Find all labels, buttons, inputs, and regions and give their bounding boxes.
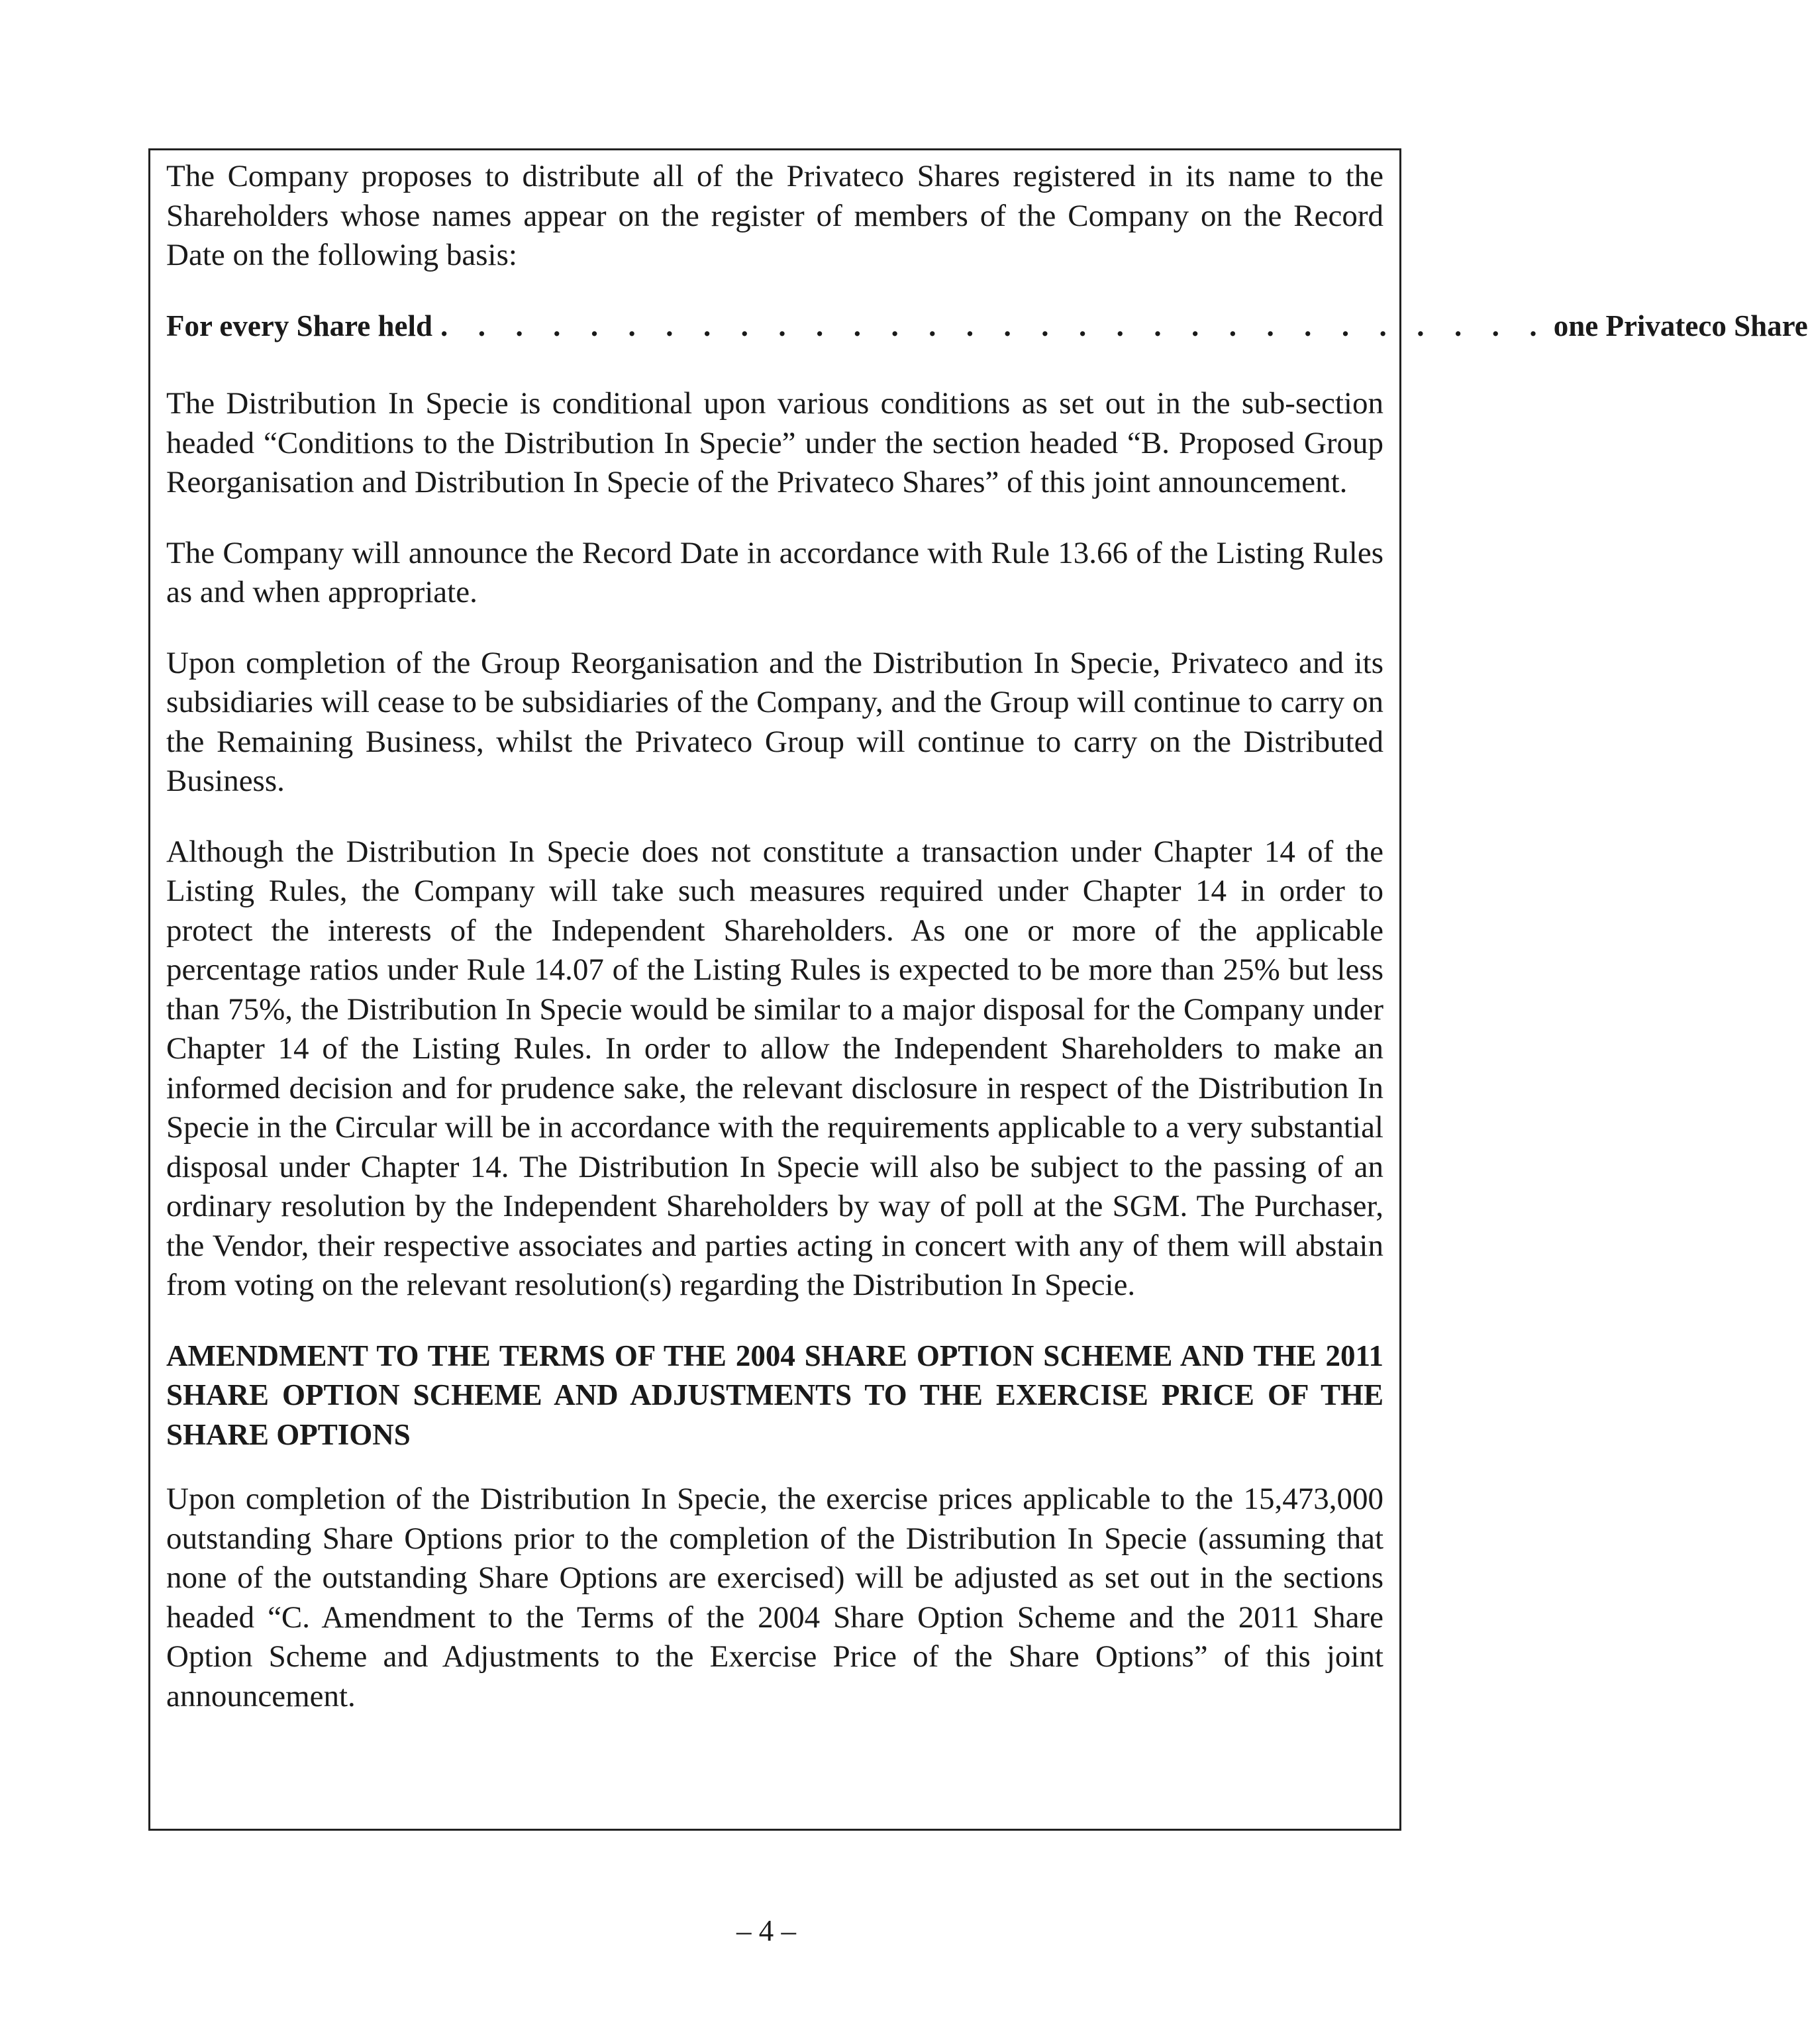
basis-dot-leader: . . . . . . . . . . . . . . . . . . . . . . . . . . . . . . (440, 309, 1548, 342)
boxed-summary (148, 148, 1808, 1831)
paragraph-listing-rules: Although the Distribution In Specie does not constitute a transaction under Chapter 14 of the Listing Rules, the Company will take such measures required under Chapter 14 in order to protect the interests of the Independent Shareholders. As one or more of the applicable percentage ratios under Rule 14.07 of the Listing Rules is expected to be more than 25% but less than 75%, the Distribution In Specie would be similar to a major disposal for the Company under Chapter 14 of the Listing Rules. In order to allow the Independent Shareholders to make an informed decision and for prudence sake, the relevant disclosure in respect of the Distribution In Specie in the Circular will be in accordance with the requirements applicable to a very substantial disposal under Chapter 14. The Distribution In Specie will also be subject to the passing of an ordinary resolution by the Independent Shareholders by way of poll at the SGM. The Purchaser, the Vendor, their respective associates and parties acting in concert with any of them will abstain from voting on the relevant resolution(s) regarding the Distribution In Specie. (166, 834, 1383, 1302)
paragraph-record-date: The Company will announce the Record Date in accordance with Rule 13.66 of the Listing Rules as and when appropriate. (166, 535, 1383, 609)
paragraph-exercise-price: Upon completion of the Distribution In Specie, the exercise prices applicable to the 15,473,000 outstanding Share Options prior to the completion of the Distribution In Specie (assuming that none of the outstanding Share Options are exercised) will be adjusted as set out in the sections headed “C. Amendment to the Terms of the 2004 Share Option Scheme and the 2011 Share Option Scheme and Adjustments to the Exercise Price of the Share Options” of this joint announcement. (166, 1482, 1383, 1713)
paragraph-completion: Upon completion of the Group Reorganisation and the Distribution In Specie, Privateco and its subsidiaries will cease to be subsidiaries of the Company, and the Group will continue to carry on the Remaining Business, whilst the Privateco Group will continue to carry on the Distributed Business. (166, 645, 1383, 798)
distribution-basis-row (166, 307, 1808, 346)
basis-label: For every Share held (166, 309, 433, 342)
paragraph-distribution-proposal: The Company proposes to distribute all of the Privateco Shares registered in its name to the Shareholders whose names appear on the register of members of the Company on the Record Date on the following basis: (166, 159, 1383, 272)
section-heading-amendment: AMENDMENT TO THE TERMS OF THE 2004 SHARE OPTION SCHEME AND THE 2011 SHARE OPTION SCHEME AND ADJUSTMENTS TO THE EXERCISE PRICE OF THE SHARE OPTIONS (166, 1339, 1383, 1451)
basis-value: one Privateco Share (1553, 309, 1808, 342)
page-number: – 4 – (736, 1914, 796, 1947)
paragraph-conditions: The Distribution In Specie is conditional upon various conditions as set out in the sub-section headed “Conditions to the Distribution In Specie” under the section headed “B. Proposed Group Reorganisation and Distribution In Specie of the Privateco Shares” of this joint announcement. (166, 386, 1383, 499)
